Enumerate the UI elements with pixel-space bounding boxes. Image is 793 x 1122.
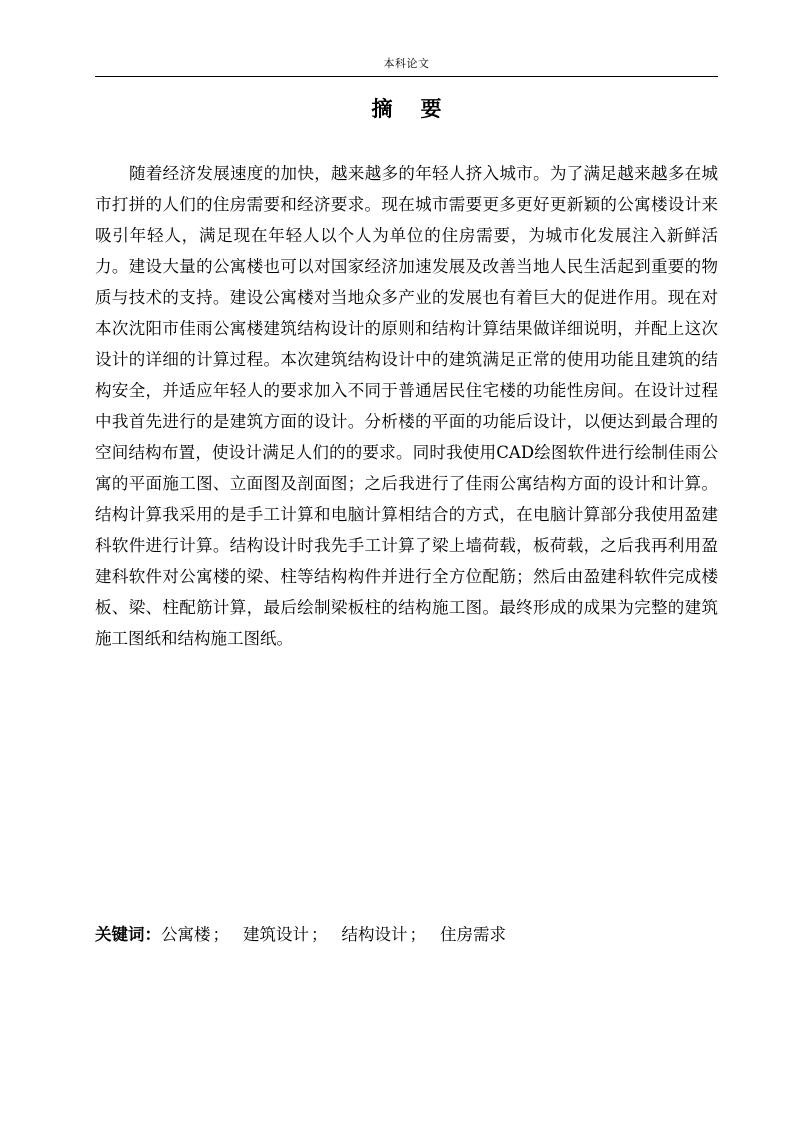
keyword-item: 住房需求 bbox=[440, 925, 506, 944]
keywords-line bbox=[95, 922, 718, 948]
abstract-title: 摘要 bbox=[371, 97, 470, 121]
keyword-separator: ； bbox=[409, 925, 426, 944]
header-rule bbox=[95, 76, 718, 77]
keyword-item: 建筑设计 bbox=[243, 925, 309, 944]
abstract-body: 随着经济发展速度的加快，越来越多的年轻人挤入城市。为了满足越来越多在城市打拼的人们的住房需要和经济要求。现在城市需要更多更好更新颖的公寓楼设计来吸引年轻人，满足现在年轻人以个人为单位的住房需要，为城市化发展注入新鲜活力。建设大量的公寓楼也可以对国家经济加速发展及改善当地人民生活起到重要的物质与技术的支持。建设公寓楼对当地众多产业的发展也有着巨大的促进作用。现在对本次沈阳市佳雨公寓楼建筑结构设计的原则和结构计算结果做详细说明，并配上这次设计的详细的计算过程。本次建筑结构设计中的建筑满足正常的使用功能且建筑的结构安全，并适应年轻人的要求加入不同于普通居民住宅楼的功能性房间。在设计过程中我首先进行的是建筑方面的设计。分析楼的平面的功能后设计，以便达到最合理的空间结构布置，使设计满足人们的的要求。同时我使用CAD绘图软件进行绘制佳雨公寓的平面施工图、立面图及剖面图；之后我进行了佳雨公寓结构方面的设计和计算。结构计算我采用的是手工计算和电脑计算相结合的方式，在电脑计算部分我使用盈建科软件进行计算。结构设计时我先手工计算了梁上墙荷载，板荷载，之后我再利用盈建科软件对公寓楼的梁、柱等结构构件并进行全方位配筋；然后由盈建科软件完成楼板、梁、柱配筋计算，最后绘制梁板柱的结构施工图。最终形成的成果为完整的建筑施工图纸和结构施工图纸。 bbox=[95, 164, 718, 648]
keywords-label: 关键词： bbox=[95, 925, 161, 944]
keyword-item: 公寓楼 bbox=[161, 925, 211, 944]
running-header: 本科论文 bbox=[383, 57, 430, 70]
keyword-separator: ； bbox=[311, 925, 328, 944]
keyword-separator: ； bbox=[212, 925, 229, 944]
keyword-item: 结构设计 bbox=[341, 925, 408, 944]
